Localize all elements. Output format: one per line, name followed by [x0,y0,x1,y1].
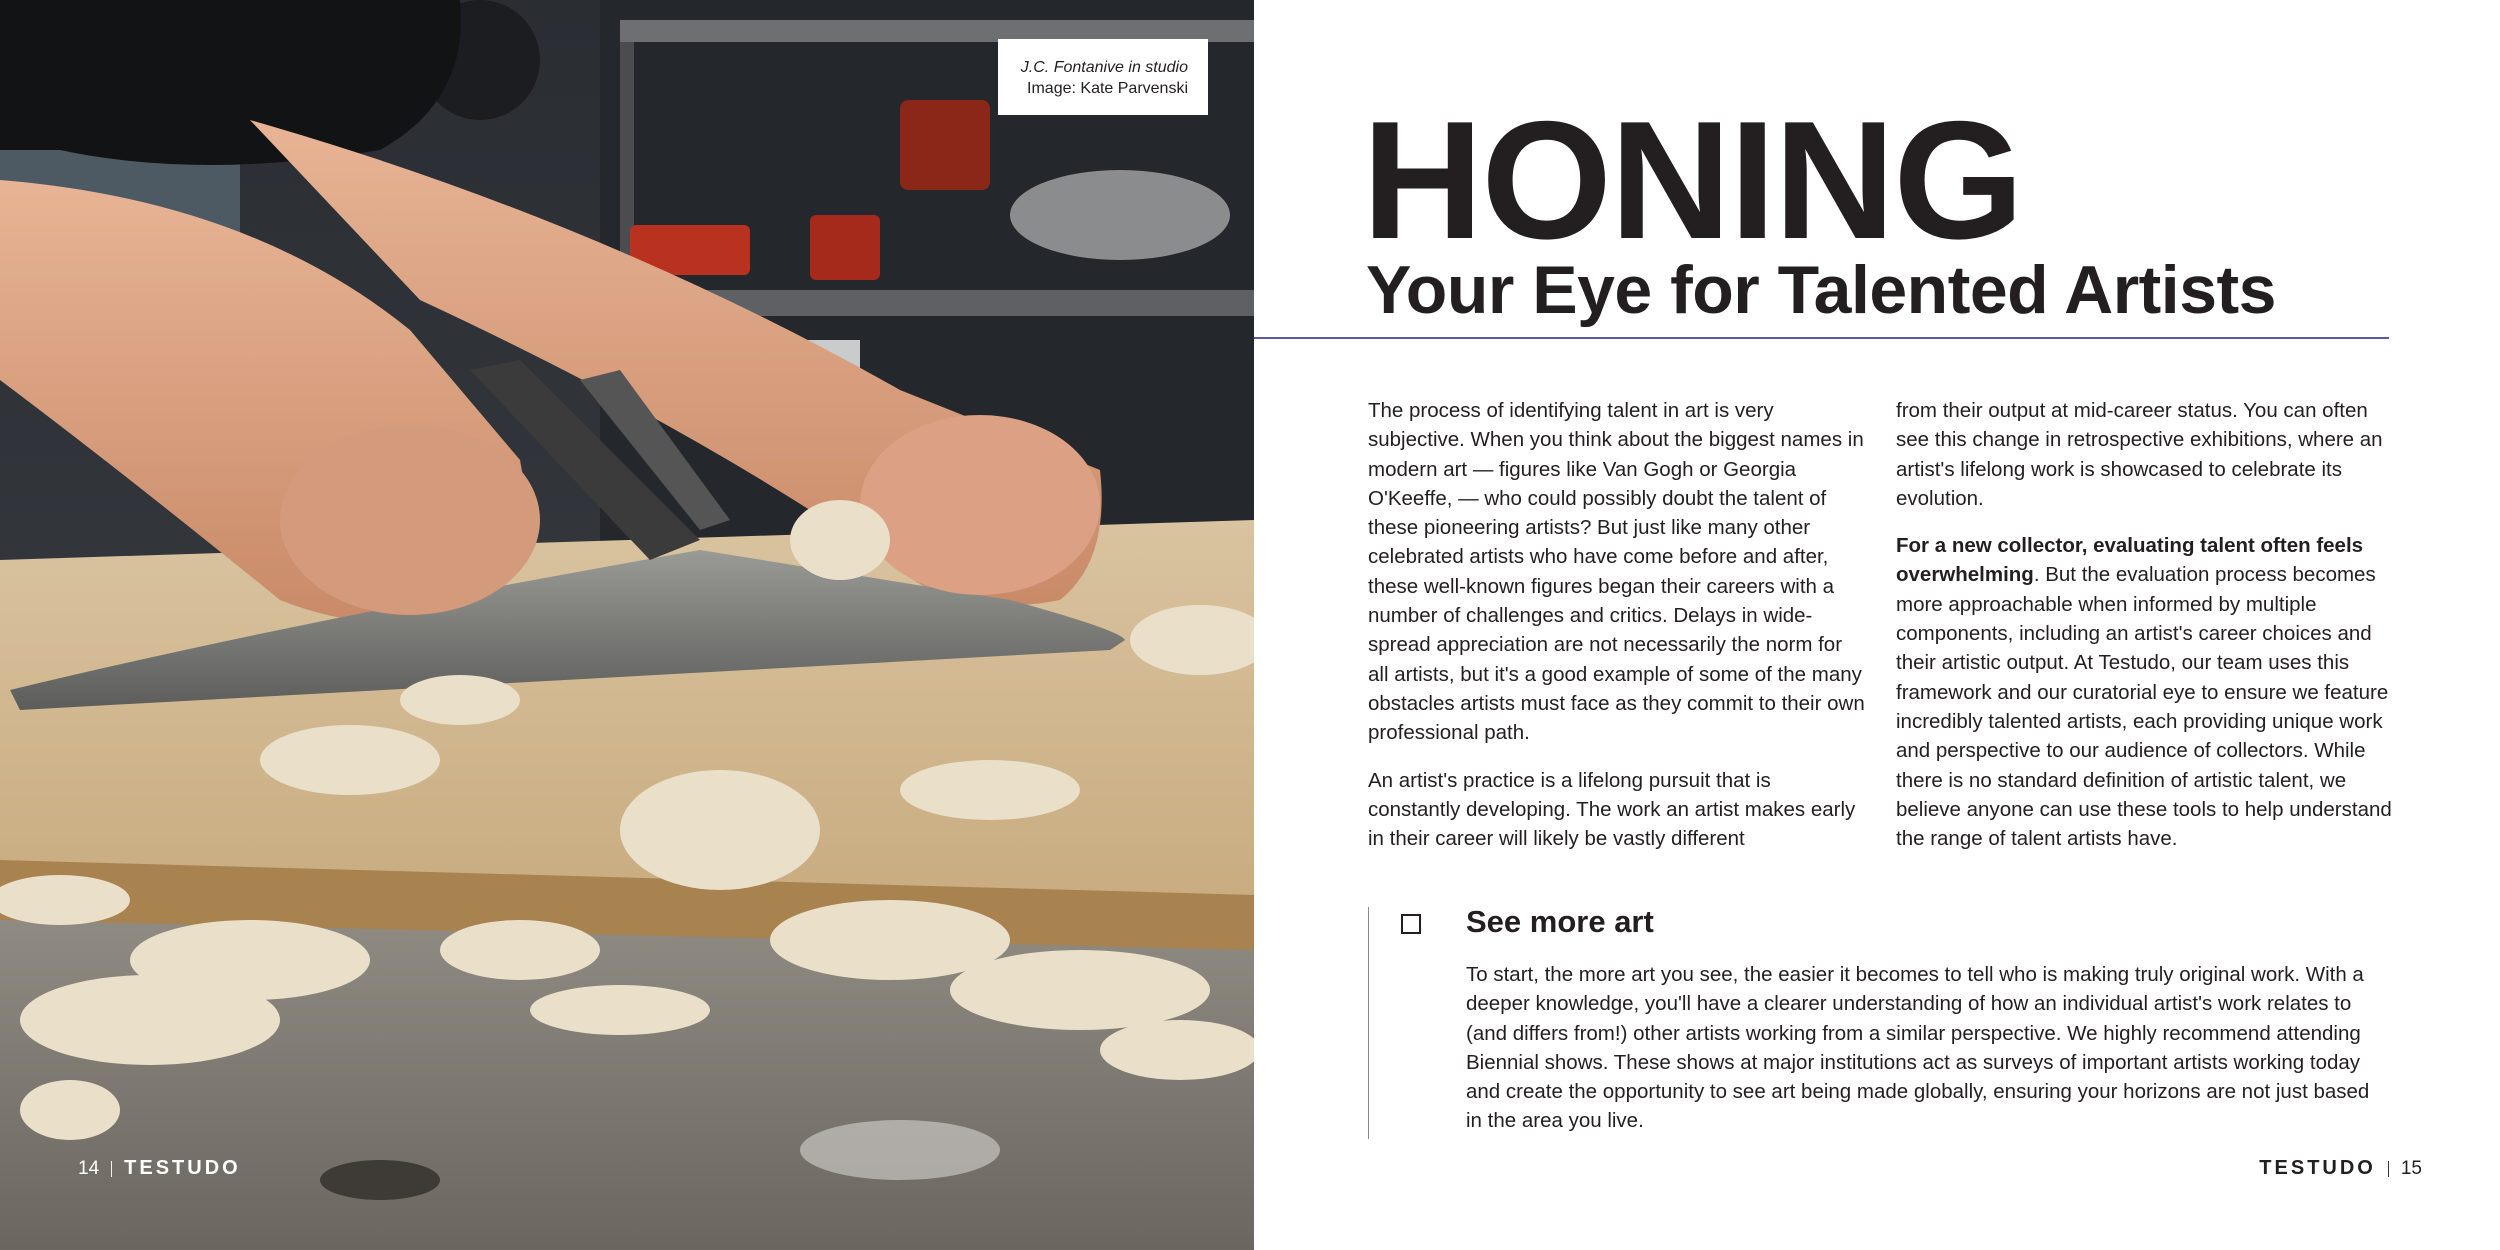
column2-paragraph-2-rest: . But the evaluation process becomes more approachable when informed by multiple components, including an artist's career choices and their artistic output. At Testudo, our team uses this framework and our curatorial eye to ensure we feature incredibly talented artists, each providing unique work and perspective to our audience of collectors. While there is no standard definition of artistic talent, we believe anyone can use these tools to help understand the range of talent artists have. [1896,563,2392,851]
tip-body: To start, the more art you see, the easier it becomes to tell who is making truly original work. With a deeper knowledge, you'll have a clearer understanding of how an individual artist's work relates to (and differs from!) other artists working from a similar perspective. We highly recommend attending Biennial shows. These shows at major institutions act as surveys of important artists working today and create the opportunity to see art being made globally, ensuring your horizons are not just based in the area you live. [1466,963,2370,1133]
brand-logo-left: TESTUDO [124,1157,241,1179]
column2-bold-lead: For a new collector, evaluating talent often feels overwhelming [1896,534,2364,587]
headline-rule [1254,337,2389,339]
folio-right [2259,1157,2422,1180]
subheadline: Your Eye for Talented Artists [1366,252,2276,328]
caption-line-1 [998,57,1188,78]
brand-logo-right: TESTUDO [2259,1157,2376,1179]
caption-name: J.C. [1020,59,1050,76]
photo-caption [998,39,1208,115]
headline: HONING [1362,86,2022,274]
column2-paragraph-2 [1896,531,2396,853]
caption-studio: Fontanive in studio [1053,59,1188,76]
tip-heading: See more art [1466,904,1654,939]
column2-paragraph-1: from their output at mid-career status. You can often see this change in retrospective exhibitions, where an artist's lifelong work is showcased to celebrate its evolution. [1896,399,2383,510]
folio-divider [2388,1161,2389,1177]
checkbox-icon [1401,914,1421,934]
page-number-right: 15 [2400,1157,2422,1179]
column1-paragraph-2: An artist's practice is a lifelong pursuit that is constantly developing. The work an artist makes early in their career will likely be vastly different [1368,768,1856,851]
folio-divider [111,1161,112,1177]
text-column-2 [1896,396,2396,871]
page-number-left: 14 [78,1157,100,1179]
caption-credit: Image: Kate Parvenski [1027,80,1188,97]
folio-left [78,1157,241,1180]
tip-side-rule [1368,907,1369,1139]
text-column-1 [1368,396,1868,871]
column1-paragraph-1: The process of identifying talent in art is very subjective. When you think about the biggest names in modern art — figures like Van Gogh or Georgia O'Keeffe, — who could possibly doubt the talent of these pioneering artists? But just like many other celebrated artists who have come before and after, these well-known figures began their careers with a number of challenges and critics. Delays in wide-spread appreciation are not necessarily the norm for all artists, but it's a good example of some of the many obstacles artists must face as they commit to their own professional path. [1368,399,1865,745]
